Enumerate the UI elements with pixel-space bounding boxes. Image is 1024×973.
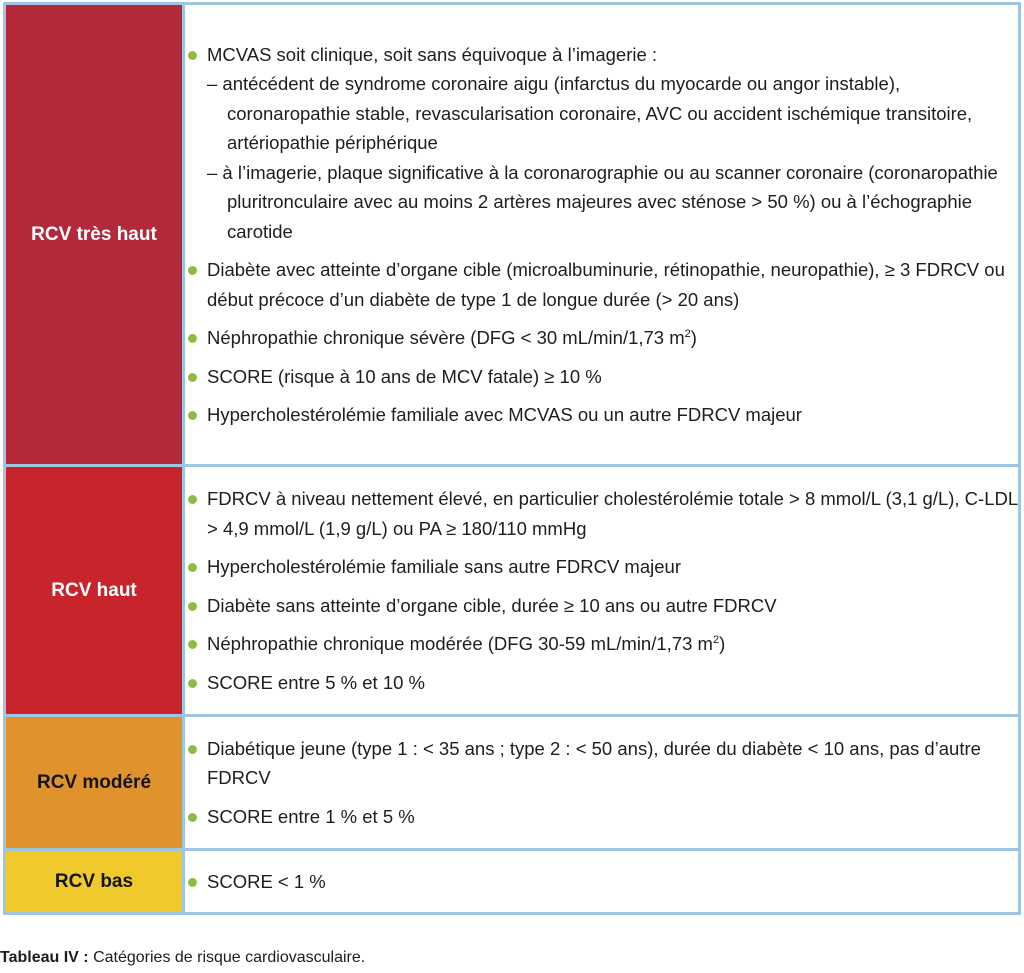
list-item	[185, 867, 1018, 897]
list-item	[185, 400, 1018, 430]
item-text: Hypercholestérolémie familiale sans autre FDRCV majeur	[207, 556, 681, 577]
item-text: Diabète sans atteinte d’organe cible, durée ≥ 10 ans ou autre FDRCV	[207, 594, 777, 616]
list-item	[185, 802, 1018, 832]
category-cell	[5, 466, 184, 716]
table-row	[5, 4, 1020, 466]
item-text-tail: )	[719, 633, 726, 654]
criteria-cell	[184, 466, 1020, 716]
criteria-cell	[184, 850, 1020, 914]
bullet-icon	[188, 640, 197, 649]
criteria-cell	[184, 716, 1020, 850]
list-item	[185, 734, 1018, 793]
risk-category-table	[3, 2, 1021, 915]
list-item	[185, 323, 1018, 353]
list-item	[185, 362, 1018, 392]
list-item	[185, 484, 1018, 543]
category-cell	[5, 4, 184, 466]
list-item	[185, 552, 1018, 582]
item-text: Hypercholestérolémie familiale avec MCVAS ou un autre FDRCV majeur	[207, 404, 802, 425]
list-item	[185, 591, 1018, 621]
caption-text: Catégories de risque cardiovasculaire.	[93, 949, 366, 966]
sub-item-text: – à l’imagerie, plaque significative à la coronarographie ou au scanner coronaire (coronaropathie pluritronculaire avec au moins 2 artères majeures avec sténose > 50 %) ou à l’échographie carotide	[207, 161, 998, 242]
item-text: FDRCV à niveau nettement élevé, en particulier cholestérolémie totale > 8 mmol/L (3,1 g/L), C-LDL > 4,9 mmol/L (1,9 g/L) ou PA ≥ 180/110 mmHg	[207, 488, 1018, 539]
bullet-icon	[188, 563, 197, 572]
caption-label: Tableau IV :	[0, 949, 89, 966]
category-label: RCV haut	[51, 579, 137, 601]
list-item	[185, 668, 1018, 698]
item-text: SCORE entre 5 % et 10 %	[207, 671, 425, 693]
bullet-icon	[188, 51, 197, 60]
table-row	[5, 466, 1020, 716]
criteria-list	[185, 734, 1018, 832]
category-label: RCV modéré	[36, 771, 152, 793]
bullet-icon	[188, 495, 197, 504]
table-row	[5, 716, 1020, 850]
list-item	[185, 255, 1018, 314]
item-text: SCORE < 1 %	[207, 870, 326, 892]
bullet-icon	[188, 745, 197, 754]
item-text: Néphropathie chronique modérée (DFG 30-59 mL/min/1,73 m	[207, 633, 713, 654]
item-text: Diabétique jeune (type 1 : < 35 ans ; type 2 : < 50 ans), durée du diabète < 10 ans, pas d’autre FDRCV	[207, 737, 981, 789]
category-label: RCV bas	[54, 870, 134, 892]
category-cell	[5, 716, 184, 850]
bullet-icon	[188, 334, 197, 343]
superscript: 2	[712, 633, 720, 646]
table-row	[5, 850, 1020, 914]
bullet-icon	[188, 602, 197, 611]
criteria-cell	[184, 4, 1020, 466]
bullet-icon	[188, 813, 197, 822]
category-label: RCV très haut	[31, 223, 157, 245]
table-caption	[0, 949, 365, 967]
list-item	[185, 629, 1018, 659]
item-text: Diabète avec atteinte d’organe cible (microalbuminurie, rétinopathie, neuropathie), ≥ 3 FDRCV ou début précoce d’un diabète de type 1 de longue durée (> 20 ans)	[207, 259, 1005, 310]
bullet-icon	[188, 878, 197, 887]
item-text-tail: )	[690, 327, 697, 348]
superscript: 2	[684, 327, 691, 340]
bullet-icon	[188, 373, 197, 382]
category-cell	[5, 850, 184, 914]
item-text: SCORE (risque à 10 ans de MCV fatale) ≥ 10 %	[207, 365, 602, 387]
bullet-icon	[188, 266, 197, 275]
criteria-list	[185, 40, 1018, 430]
bullet-icon	[188, 679, 197, 688]
item-text: SCORE entre 1 % et 5 %	[207, 805, 415, 827]
item-text: MCVAS soit clinique, soit sans équivoque à l’imagerie :	[207, 43, 658, 65]
bullet-icon	[188, 411, 197, 420]
list-item	[185, 40, 1018, 247]
item-text: Néphropathie chronique sévère (DFG < 30 mL/min/1,73 m	[207, 327, 685, 348]
sub-item-text: – antécédent de syndrome coronaire aigu (infarctus du myocarde ou angor instable), coronaropathie stable, revascularisation coronaire, AVC ou accident ischémique transitoire, artériopathie périphérique	[207, 73, 973, 153]
criteria-list	[185, 484, 1018, 697]
criteria-list	[185, 867, 1018, 897]
